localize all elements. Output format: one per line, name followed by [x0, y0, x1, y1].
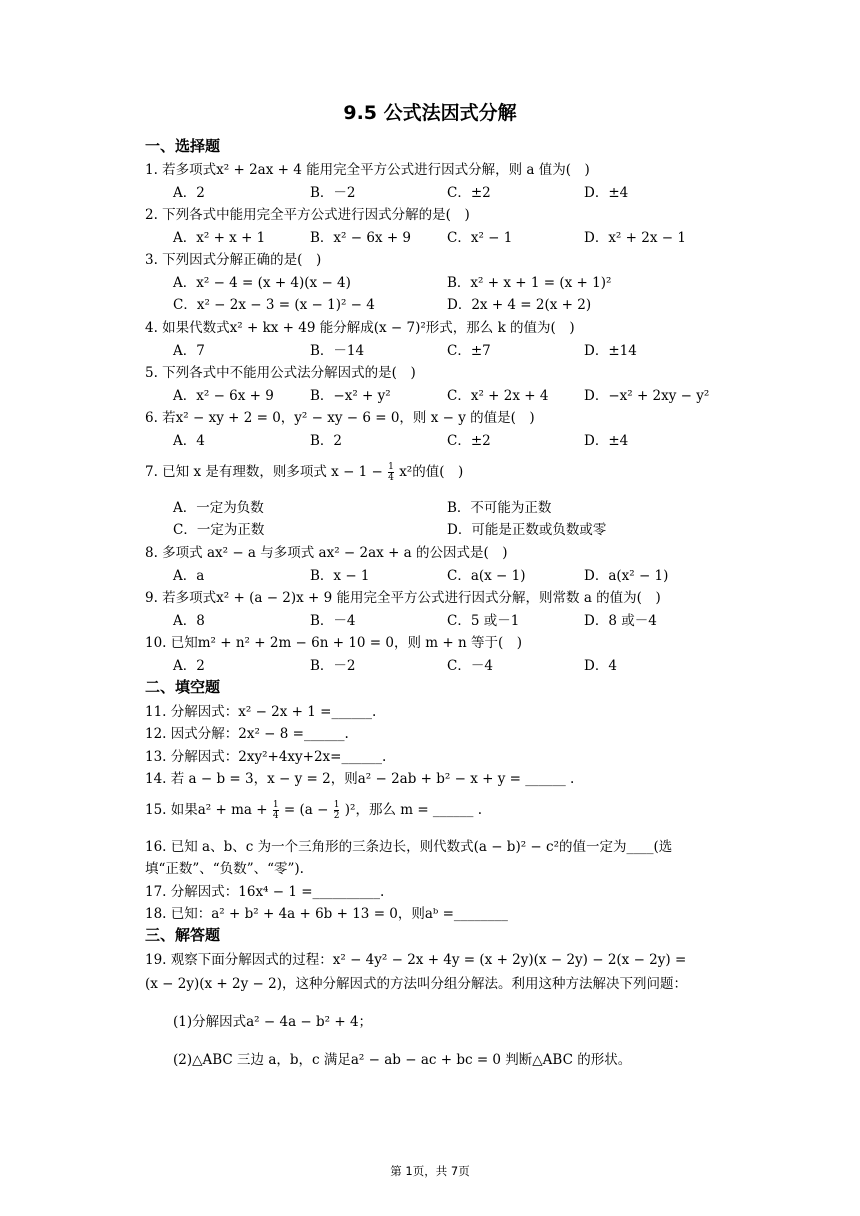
option-c: C．±7	[447, 343, 491, 359]
options-2	[173, 226, 713, 246]
options-10	[173, 654, 713, 674]
option-b: B．－14	[310, 343, 365, 359]
options-5	[173, 384, 713, 404]
question-7-stem-end: x²的值( )	[399, 464, 464, 480]
option-a: A．a	[173, 568, 205, 584]
option-a: A．7	[173, 343, 205, 359]
options-9	[173, 609, 713, 629]
fraction-one-quarter	[273, 800, 279, 821]
section-fill-heading: 二、填空题	[145, 678, 221, 696]
option-d: D．x² + 2x − 1	[584, 230, 686, 246]
option-d: D．±14	[584, 343, 637, 359]
option-c: C．x² − 2x − 3 = (x − 1)² − 4	[173, 297, 375, 313]
question-11: 11. 分解因式：x² − 2x + 1 =______.	[145, 704, 377, 720]
question-18: 18. 已知：a² + b² + 4a + 6b + 13 = 0，则aᵇ =________	[145, 906, 508, 922]
question-2: 2. 下列各式中能用完全平方公式进行因式分解的是( )	[145, 207, 470, 223]
option-c: C．x² − 1	[447, 230, 513, 246]
options-7-row2	[173, 518, 713, 538]
option-c: C．一定为正数	[173, 522, 265, 538]
fraction-numerator: 1	[272, 800, 279, 810]
option-d: D．a(x² − 1)	[584, 568, 669, 584]
option-c: C．5 或－1	[447, 613, 520, 629]
option-d: D．8 或－4	[584, 613, 657, 629]
option-b: B．2	[310, 433, 343, 449]
fraction-denominator: 4	[388, 473, 394, 483]
question-7	[145, 460, 463, 483]
question-19-part2: (2)△ABC 三边 a，b，c 满足a² − ab − ac + bc = 0 判断△ABC 的形状。	[173, 1052, 632, 1068]
option-b: B．−x² + y²	[310, 388, 391, 404]
option-b: B．x − 1	[310, 568, 370, 584]
option-a: A．4	[173, 433, 205, 449]
question-16-line2: 填“正数”、“负数”、“零”).	[145, 861, 304, 877]
question-19-line2: (x − 2y)(x + 2y − 2)，这种分解因式的方法叫分组分解法。利用这种方法解决下列问题：	[145, 976, 687, 992]
question-15-part1: 15. 如果a² + ma +	[145, 802, 268, 818]
question-13: 13. 分解因式：2xy²+4xy+2x=______.	[145, 749, 387, 765]
option-a: A．2	[173, 658, 205, 674]
option-c: C．±2	[447, 185, 491, 201]
option-d: D．2x + 4 = 2(x + 2)	[447, 297, 592, 313]
options-3-row2	[173, 293, 713, 313]
option-b: B．不可能为正数	[447, 500, 552, 516]
question-19-line1: 19. 观察下面分解因式的过程：x² − 4y² − 2x + 4y = (x + 2y)(x − 2y) − 2(x − 2y) =	[145, 952, 687, 968]
question-7-stem-start: 7. 已知 x 是有理数，则多项式 x − 1 −	[145, 464, 383, 480]
question-8: 8. 多项式 ax² − a 与多项式 ax² − 2ax + a 的公因式是( )	[145, 545, 508, 561]
section-choice-heading: 一、选择题	[145, 137, 221, 155]
option-a: A．8	[173, 613, 205, 629]
section-answer-heading: 三、解答题	[145, 926, 221, 944]
options-7-row1	[173, 496, 713, 516]
option-a: A．x² − 4 = (x + 4)(x − 4)	[173, 275, 351, 291]
option-d: D．±4	[584, 433, 629, 449]
question-6: 6. 若x² − xy + 2 = 0，y² − xy − 6 = 0，则 x − y 的值是( )	[145, 410, 535, 426]
question-17: 17. 分解因式：16x⁴ − 1 =__________.	[145, 884, 385, 900]
option-c: C．a(x − 1)	[447, 568, 526, 584]
fraction-numerator: 1	[333, 800, 340, 810]
fraction-numerator: 1	[388, 462, 394, 472]
fraction-denominator: 4	[272, 811, 279, 821]
option-b: B．x² − 6x + 9	[310, 230, 412, 246]
fraction-one-quarter	[388, 462, 394, 483]
option-a: A．x² + x + 1	[173, 230, 266, 246]
question-10: 10. 已知m² + n² + 2m − 6n + 10 = 0，则 m + n 等于( )	[145, 635, 522, 651]
question-15	[145, 798, 482, 821]
option-c: C．±2	[447, 433, 491, 449]
question-1: 1. 若多项式x² + 2ax + 4 能用完全平方公式进行因式分解，则 a 值为( )	[145, 162, 590, 178]
question-16-line1: 16. 已知 a、b、c 为一个三角形的三条边长，则代数式(a − b)² − c²的值一定为____(选	[145, 839, 673, 855]
option-d: D．−x² + 2xy − y²	[584, 388, 710, 404]
options-4	[173, 339, 713, 359]
option-a: A．一定为负数	[173, 500, 264, 516]
option-a: A．x² − 6x + 9	[173, 388, 274, 404]
option-d: D．可能是正数或负数或零	[447, 522, 607, 538]
option-b: B．－2	[310, 185, 356, 201]
question-5: 5. 下列各式中不能用公式法分解因式的是( )	[145, 365, 416, 381]
question-4: 4. 如果代数式x² + kx + 49 能分解成(x − 7)²形式，那么 k 的值为( )	[145, 320, 575, 336]
options-1	[173, 181, 713, 201]
option-b: B．－2	[310, 658, 356, 674]
options-3-row1	[173, 271, 713, 291]
page-footer: 第 1页，共 7页	[390, 1164, 470, 1178]
question-15-part2: = (a −	[283, 802, 329, 818]
option-b: B．－4	[310, 613, 356, 629]
option-d: D．±4	[584, 185, 629, 201]
option-c: C．－4	[447, 658, 493, 674]
fraction-denominator: 2	[333, 811, 340, 821]
options-6	[173, 429, 713, 449]
fraction-one-half	[334, 800, 340, 821]
page-title: 9.5 公式法因式分解	[343, 102, 517, 124]
question-3: 3. 下列因式分解正确的是( )	[145, 252, 322, 268]
option-a: A．2	[173, 185, 205, 201]
option-c: C．x² + 2x + 4	[447, 388, 549, 404]
question-14: 14. 若 a − b = 3，x − y = 2，则a² − 2ab + b² − x + y = ______ .	[145, 771, 575, 787]
option-b: B．x² + x + 1 = (x + 1)²	[447, 275, 612, 291]
option-d: D．4	[584, 658, 617, 674]
question-15-part3: )²，那么 m = ______ .	[344, 802, 483, 818]
question-19-part1: (1)分解因式a² − 4a − b² + 4；	[173, 1014, 373, 1030]
options-8	[173, 564, 713, 584]
question-12: 12. 因式分解：2x² − 8 =______.	[145, 726, 349, 742]
question-9: 9. 若多项式x² + (a − 2)x + 9 能用完全平方公式进行因式分解，则常数 a 的值为( )	[145, 590, 661, 606]
